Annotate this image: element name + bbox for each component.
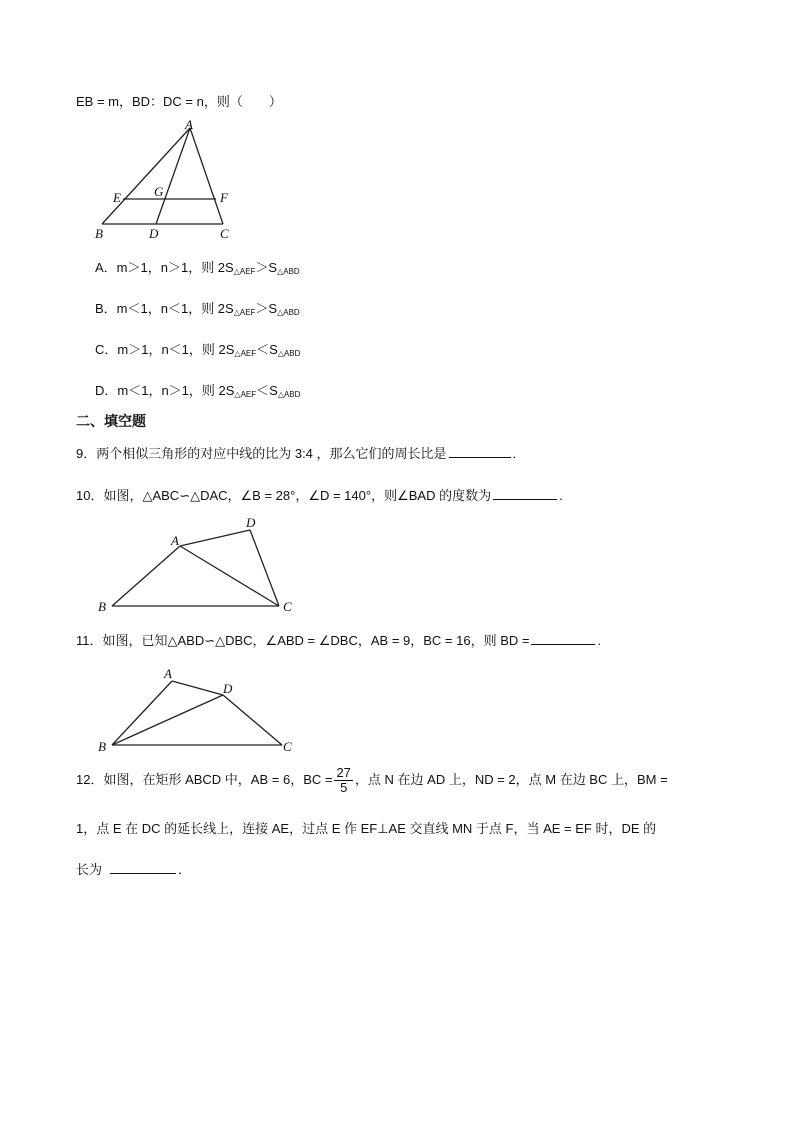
- q8-label-F: F: [220, 190, 228, 205]
- q12-line-2: 1，点 E 在 DC 的延长线上，连接 AE，过点 E 作 EF⊥AE 交直线 MN 于点 F，当 AE = EF 时，DE 的: [76, 821, 657, 836]
- q10-label-B: B: [98, 599, 106, 614]
- q8-segment-AD: [156, 128, 190, 224]
- q9-answer-blank[interactable]: [449, 445, 511, 458]
- q8-option-c: C．m＞1，n＜1，则 $2S_{\triangle AEF}<S_{\triangle ABD}$: [95, 342, 301, 358]
- q11-figure: [92, 665, 312, 760]
- q8-option-d: D．m＜1，n＞1，则 $2S_{\triangle AEF}<S_{\triangle ABD}$: [95, 383, 301, 399]
- q11-label-B: B: [98, 739, 106, 754]
- q12-fraction: $\frac{27}{5}$: [336, 765, 351, 795]
- q12-line-1: 12．如图，在矩形 ABCD 中，AB = 6，BC = $\frac{27}{5}$ ，点 N 在边 AD 上，ND = 2，点 M 在边 BC 上，BM =: [76, 765, 668, 795]
- q8-option-a: A．m＞1，n＞1，则 $2S_{\triangle AEF}>S_{\triangle ABD}$: [95, 260, 300, 276]
- q10: 10．如图，△ABC∽△DAC，∠B = 28°，∠D = 140°，则∠BAD 的度数为 .: [76, 488, 563, 503]
- q10-side-AD: [180, 530, 250, 546]
- q11-side-AB: [112, 681, 172, 745]
- q10-side-AC: [180, 546, 279, 606]
- q11-label-D: D: [223, 681, 233, 696]
- q10-figure: [92, 512, 312, 617]
- q10-side-DC: [250, 530, 279, 606]
- q8-label-A: A: [185, 117, 193, 132]
- q8-label-C: C: [220, 226, 229, 241]
- q10-label-D: D: [246, 515, 256, 530]
- q11-side-DC: [223, 695, 282, 745]
- q11-label-C: C: [283, 739, 292, 754]
- q8-label-B: B: [95, 226, 103, 241]
- section-heading: 二、填空题: [76, 413, 146, 429]
- q12-line-3: 长为 ．: [76, 862, 192, 877]
- q10-label-A: A: [171, 533, 179, 548]
- q11-side-BD: [112, 695, 223, 745]
- q10-answer-blank[interactable]: [493, 487, 557, 500]
- q8-figure: [90, 118, 250, 243]
- q11-label-A: A: [164, 666, 172, 681]
- q12-answer-blank[interactable]: [110, 861, 176, 874]
- q8-side-AB: [102, 128, 190, 224]
- q11-side-AD: [172, 681, 223, 695]
- q11-answer-blank[interactable]: [531, 632, 595, 645]
- q8-label-D: D: [149, 226, 159, 241]
- q9: 9．两个相似三角形的对应中线的比为 3:4 ，那么它们的周长比是 .: [76, 446, 517, 461]
- q10-label-C: C: [283, 599, 292, 614]
- q10-side-AB: [112, 546, 180, 606]
- q8-side-AC: [190, 128, 223, 224]
- q8-label-G: G: [154, 184, 164, 199]
- q8-stem: EB = m，BD：DC = n，则（ ）: [76, 94, 282, 109]
- q8-label-E: E: [113, 190, 121, 205]
- q8-option-b: B．m＜1，n＜1，则 $2S_{\triangle AEF}>S_{\triangle ABD}$: [95, 301, 300, 317]
- q11: 11．如图，已知△ABD∽△DBC，∠ABD = ∠DBC，AB = 9，BC = 16，则 BD = .: [76, 633, 602, 648]
